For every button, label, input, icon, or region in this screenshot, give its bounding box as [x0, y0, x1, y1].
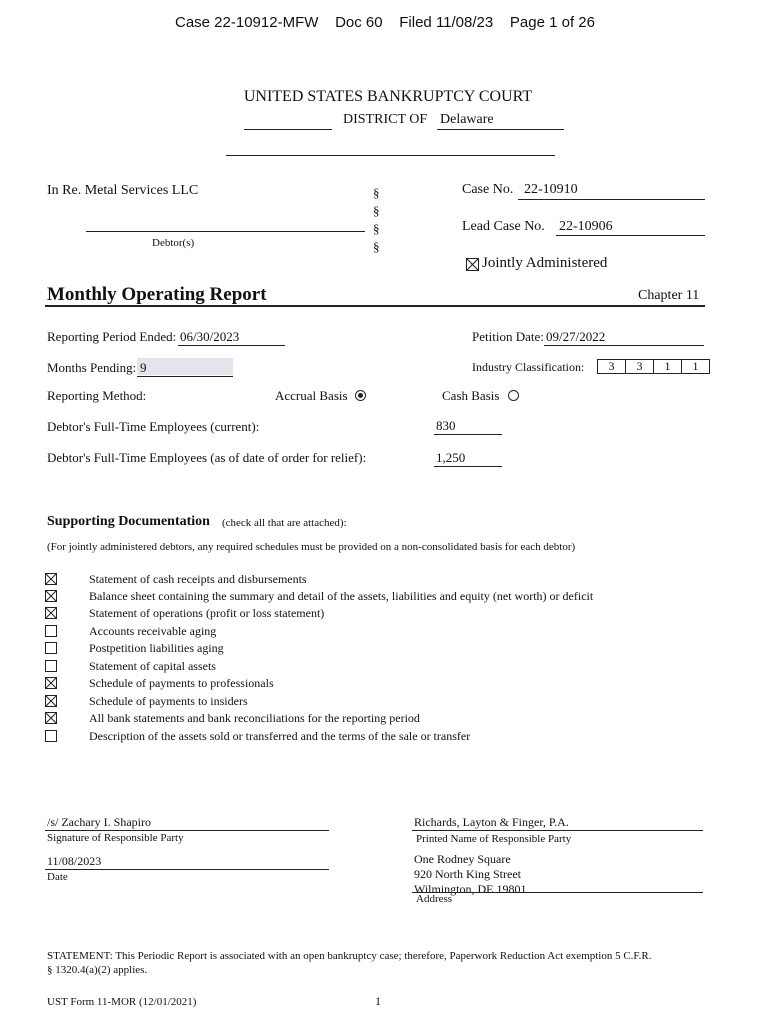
lead-case-value: 22-10906: [559, 219, 613, 234]
checklist-item-label: Schedule of payments to professionals: [89, 676, 274, 690]
address-rule: [412, 892, 703, 893]
district-label: DISTRICT OF: [343, 112, 428, 127]
date-value: 11/08/2023: [47, 854, 102, 868]
employees-relief-label: Debtor's Full-Time Employees (as of date of order for relief):: [47, 450, 367, 465]
employees-current-label: Debtor's Full-Time Employees (current):: [47, 419, 260, 434]
petition-rule: [544, 345, 704, 346]
check-x-icon: [46, 696, 56, 706]
section-symbol: §: [373, 203, 380, 218]
petition-label: Petition Date:: [472, 329, 544, 344]
title-rule: [45, 305, 705, 307]
supporting-hint: (check all that are attached):: [222, 517, 347, 529]
case-no-label: Case No.: [462, 182, 514, 197]
checklist-item-label: Description of the assets sold or transferred and the terms of the sale or transfer: [89, 729, 471, 743]
chapter-label: Chapter 11: [638, 288, 700, 303]
debtor-label: Debtor(s): [152, 237, 195, 249]
period-rule: [178, 345, 285, 346]
section-symbol: §: [373, 185, 380, 200]
months-rule: [137, 376, 233, 377]
lead-case-label: Lead Case No.: [462, 219, 545, 234]
filed-date-stamp: Filed 11/08/23: [399, 14, 494, 31]
jointly-administered-label: Jointly Administered: [482, 255, 608, 271]
doc-number-stamp: Doc 60: [335, 14, 383, 31]
section-symbol: §: [373, 221, 380, 236]
jointly-administered-checkbox[interactable]: [466, 258, 479, 271]
case-no-value: 22-10910: [524, 182, 578, 197]
accrual-radio[interactable]: [355, 390, 366, 401]
check-x-icon: [46, 678, 56, 688]
check-x-icon: [467, 259, 478, 270]
employees-relief-value: 1,250: [436, 450, 466, 465]
industry-digit: 1: [654, 360, 682, 373]
checklist-checkbox[interactable]: [45, 625, 57, 637]
signature-rule: [45, 830, 329, 831]
industry-code-boxes: [597, 359, 710, 374]
supporting-title: Supporting Documentation: [47, 514, 210, 529]
industry-digit: 3: [626, 360, 654, 373]
case-number-stamp: Case 22-10912-MFW: [175, 14, 319, 31]
district-left-rule: [244, 129, 332, 130]
checklist-checkbox[interactable]: [45, 695, 57, 707]
months-value: 9: [140, 360, 147, 375]
district-value: Delaware: [440, 112, 494, 127]
employees-current-rule: [434, 434, 502, 435]
section-symbol: §: [373, 239, 380, 254]
checklist-item-label: All bank statements and bank reconciliations for the reporting period: [89, 711, 420, 725]
supporting-note: (For jointly administered debtors, any required schedules must be provided on a non-consolidated basis for each debtor): [47, 541, 576, 553]
employees-relief-rule: [434, 466, 502, 467]
address-line: Wilmington, DE 19801: [414, 882, 527, 896]
period-label: Reporting Period Ended:: [47, 329, 177, 344]
industry-digit: 3: [598, 360, 626, 373]
employees-current-value: 830: [436, 418, 456, 433]
checklist-checkbox[interactable]: [45, 607, 57, 619]
check-x-icon: [46, 574, 56, 584]
petition-value: 09/27/2022: [546, 329, 606, 344]
checklist-checkbox[interactable]: [45, 642, 57, 654]
address-label: Address: [416, 893, 453, 905]
checklist-checkbox[interactable]: [45, 573, 57, 585]
case-no-rule: [518, 199, 705, 200]
checklist-item-label: Statement of capital assets: [89, 659, 216, 673]
date-rule: [45, 869, 329, 870]
paperwork-statement-line1: STATEMENT: This Periodic Report is associated with an open bankruptcy case; therefore, Paperwork Reduction Act exemption 5 C.F.R.: [47, 950, 652, 962]
printed-name-rule: [412, 830, 703, 831]
district-value-rule: [437, 129, 564, 130]
checklist-item-label: Schedule of payments to insiders: [89, 694, 248, 708]
accrual-label: Accrual Basis: [275, 388, 348, 403]
date-label: Date: [47, 871, 68, 883]
page-count-stamp: Page 1 of 26: [509, 14, 595, 31]
court-title: UNITED STATES BANKRUPTCY COURT: [243, 88, 533, 105]
signature-value: /s/ Zachary I. Shapiro: [47, 815, 151, 829]
checklist-item-label: Accounts receivable aging: [89, 624, 217, 638]
checklist-checkbox[interactable]: [45, 590, 57, 602]
checklist-checkbox[interactable]: [45, 677, 57, 689]
checklist-item-label: Statement of cash receipts and disbursements: [89, 572, 307, 586]
check-x-icon: [46, 608, 56, 618]
checklist-item-label: Postpetition liabilities aging: [89, 641, 224, 655]
debtor-rule: [86, 231, 365, 232]
address-line: 920 North King Street: [414, 867, 521, 881]
checklist-checkbox[interactable]: [45, 730, 57, 742]
industry-label: Industry Classification:: [472, 360, 585, 374]
checklist-checkbox[interactable]: [45, 660, 57, 672]
in-re-debtor: In Re. Metal Services LLC: [47, 183, 199, 198]
months-label: Months Pending:: [47, 360, 137, 375]
paperwork-statement-line2: § 1320.4(a)(2) applies.: [47, 964, 148, 976]
printed-name-label: Printed Name of Responsible Party: [416, 833, 572, 845]
lead-case-rule: [556, 235, 705, 236]
check-x-icon: [46, 713, 56, 723]
page-number: 1: [375, 994, 381, 1008]
cash-radio[interactable]: [508, 390, 519, 401]
form-number: UST Form 11-MOR (12/01/2021): [47, 996, 197, 1008]
checklist-checkbox[interactable]: [45, 712, 57, 724]
report-title: Monthly Operating Report: [47, 284, 267, 305]
signature-label: Signature of Responsible Party: [47, 832, 184, 844]
cash-label: Cash Basis: [442, 388, 500, 403]
printed-name-value: Richards, Layton & Finger, P.A.: [414, 815, 569, 829]
method-label: Reporting Method:: [47, 388, 147, 403]
court-divider: [226, 155, 555, 156]
checklist-item-label: Statement of operations (profit or loss statement): [89, 606, 325, 620]
filing-header: [0, 14, 770, 31]
period-value: 06/30/2023: [180, 329, 240, 344]
check-x-icon: [46, 591, 56, 601]
industry-digit: 1: [692, 359, 699, 373]
checklist-item-label: Balance sheet containing the summary and detail of the assets, liabilities and equity (net worth) or deficit: [89, 589, 594, 603]
months-field[interactable]: [137, 358, 233, 375]
address-line: One Rodney Square: [414, 852, 511, 866]
